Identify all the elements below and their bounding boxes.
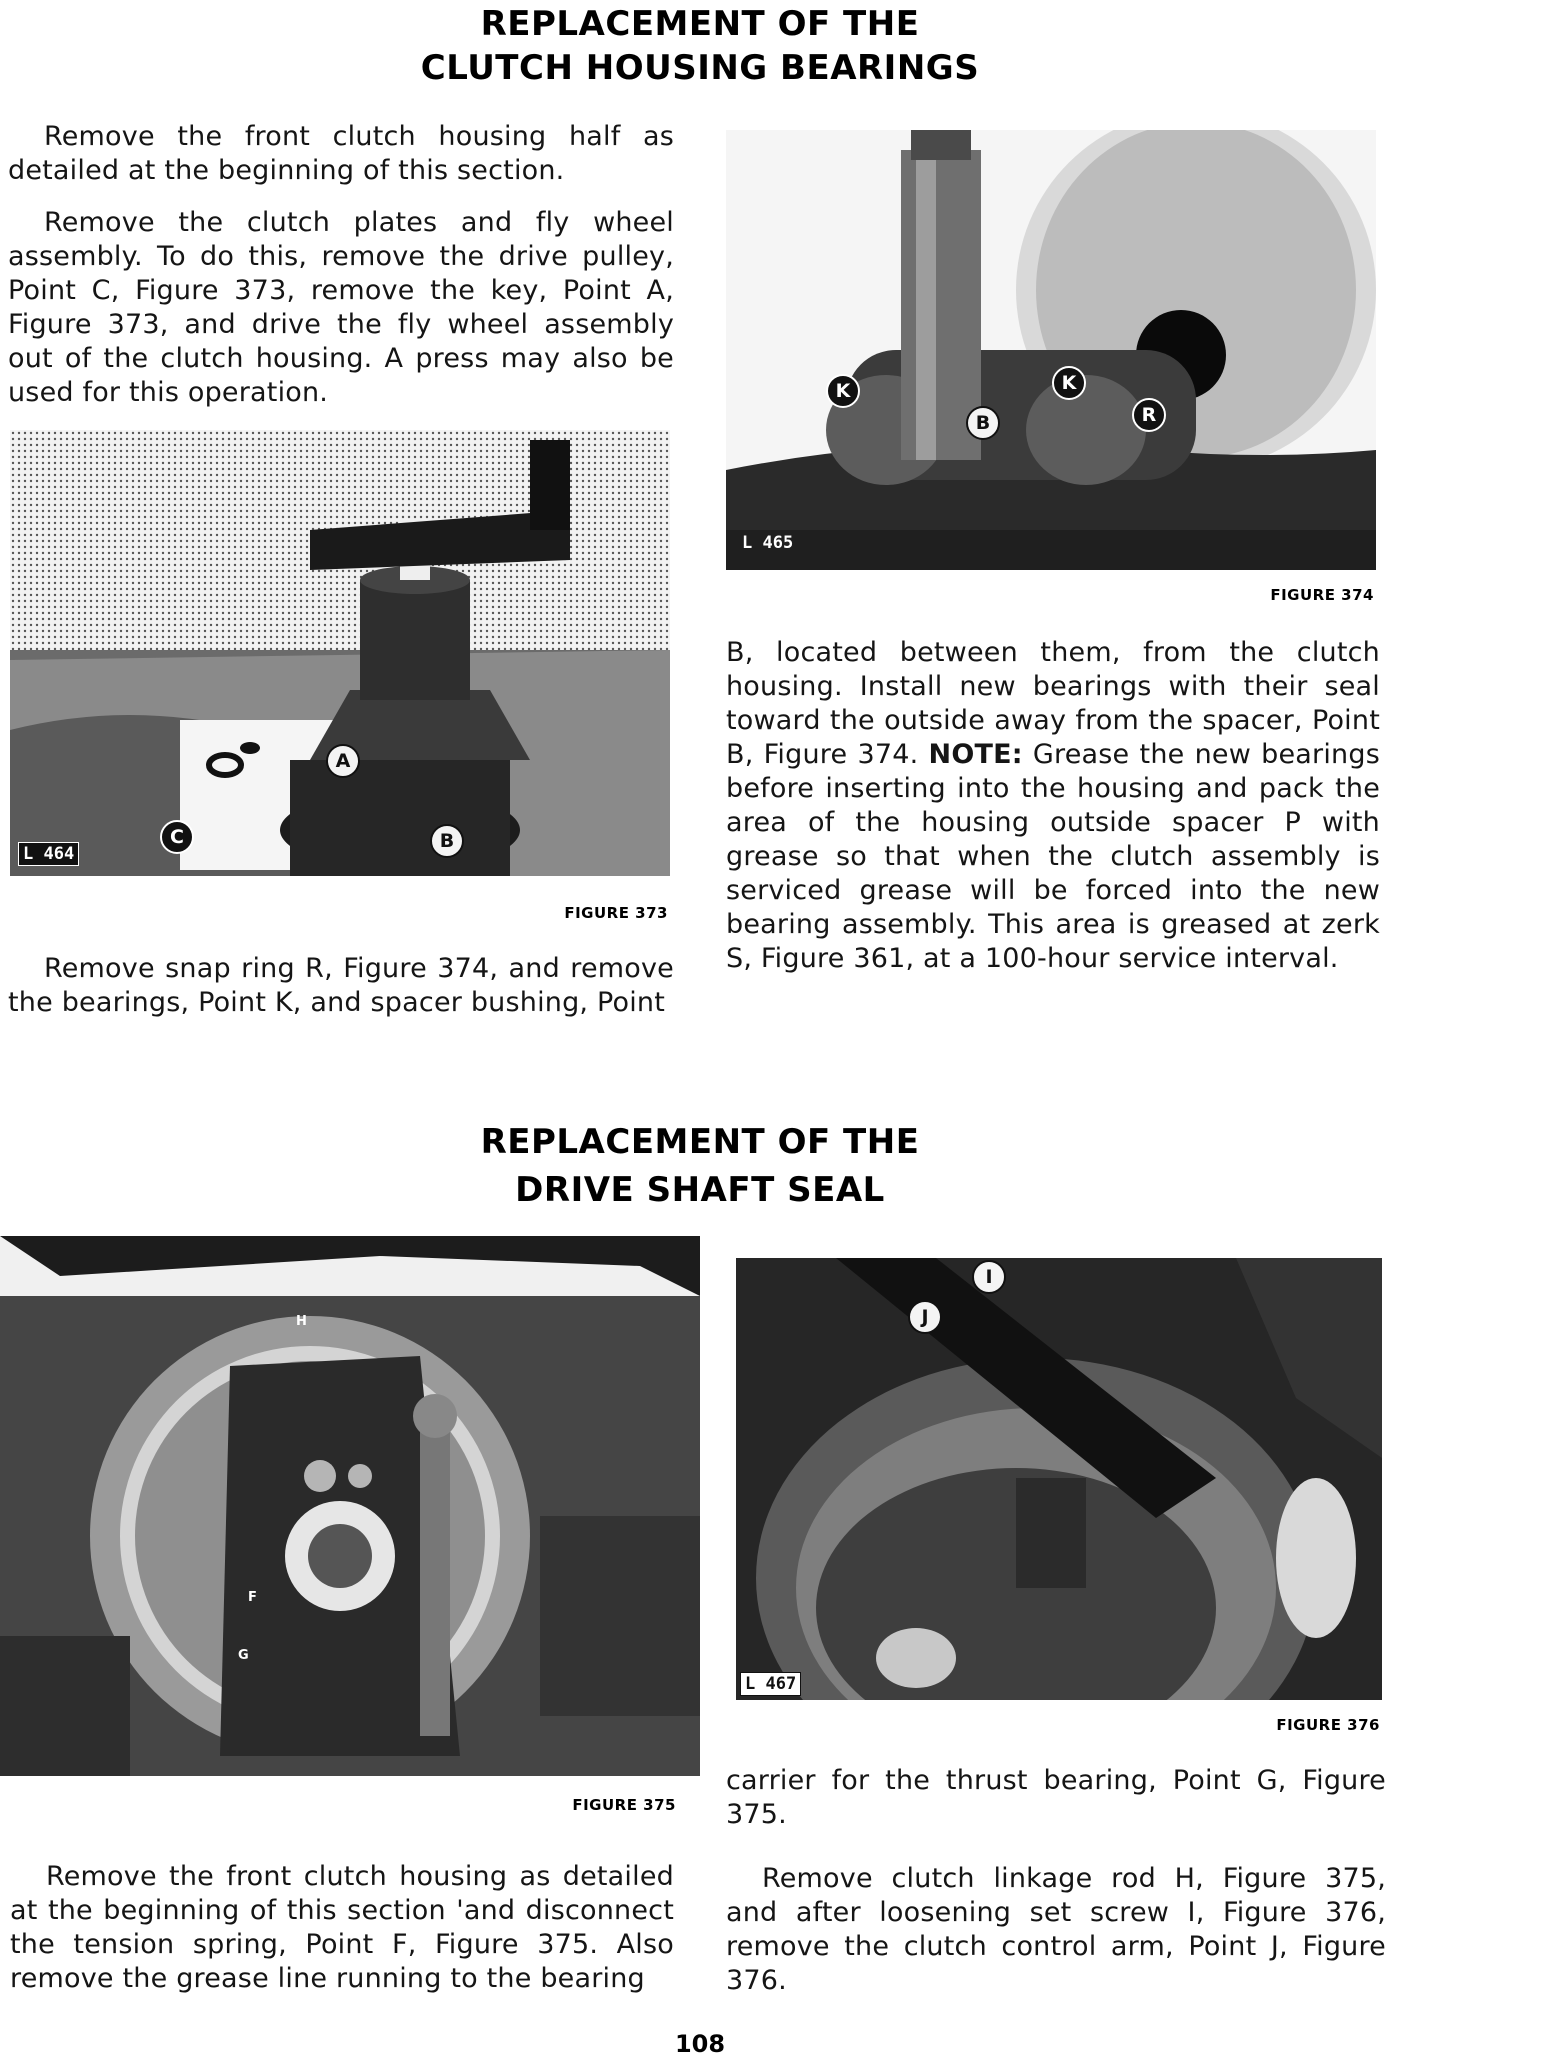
paragraph-install-bearings-part2: Grease the new bearings before inserting into the housing and pack the area of the housing outside spacer P with grease so that when the clutch assembly is serviced grease will be forced into the new bearing assembly. This area is greased at zerk S, Figure 361, at a 100-hour service interval. (726, 739, 1380, 974)
section-heading-clutch-line1: REPLACEMENT OF THE (480, 4, 920, 44)
figure-375-caption: FIGURE 375 (572, 1796, 676, 1814)
figure-375-label-f: F (248, 1590, 257, 1605)
section-heading-drive-shaft-line1: REPLACEMENT OF THE (480, 1122, 920, 1162)
page-number: 108 (674, 2030, 726, 2058)
figure-373-tag: L 464 (18, 842, 79, 866)
figure-373-photo (10, 430, 670, 876)
paragraph-remove-clutch-plates: Remove the clutch plates and fly wheel assembly. To do this, remove the drive pulley, Point C, Figure 373, remove the key, Point A, Figure 373, and drive the fly wheel assembly out of the clutch housing. A press may also be used for this operation. (8, 207, 674, 408)
figure-374-tag: L 465 (742, 533, 794, 553)
figure-374-callout-k-left: K (826, 374, 860, 408)
paragraph-remove-housing-half: Remove the front clutch housing half as detailed at the beginning of this section. (8, 121, 674, 186)
figure-375-drawing (0, 1236, 700, 1776)
figure-374-caption: FIGURE 374 (1270, 586, 1374, 604)
paragraph-install-bearings-part1: B, located between them, from the clutch housing. Install new bearings with their seal toward the outside away from the spacer, Point B, Figure 374. (726, 637, 1380, 770)
figure-375-label-g: G (238, 1648, 249, 1663)
figure-373-drawing (10, 430, 670, 876)
figure-375-label-h: H (296, 1314, 307, 1329)
figure-374-callout-r: R (1132, 398, 1166, 432)
section-heading-drive-shaft-line2: DRIVE SHAFT SEAL (515, 1170, 885, 1210)
paragraph-install-bearings (726, 636, 1380, 976)
figure-376-photo (736, 1258, 1382, 1700)
note-label: NOTE: (928, 739, 1023, 770)
figure-374-drawing (726, 130, 1376, 570)
figure-375-photo (0, 1236, 700, 1776)
figure-373-callout-c: C (160, 820, 194, 854)
figure-374-photo (726, 130, 1376, 570)
paragraph-remove-snap-ring: Remove snap ring R, Figure 374, and remove the bearings, Point K, and spacer bushing, Point (8, 953, 674, 1018)
paragraph-remove-linkage: Remove clutch linkage rod H, Figure 375, and after loosening set screw I, Figure 376, remove the clutch control arm, Point J, Figure 376. (726, 1863, 1386, 1996)
figure-373-caption: FIGURE 373 (564, 904, 668, 922)
paragraph-thrust-bearing: carrier for the thrust bearing, Point G, Figure 375. (726, 1765, 1386, 1830)
figure-376-tag: L 467 (740, 1672, 801, 1696)
figure-373-callout-a: A (326, 744, 360, 778)
paragraph-remove-front-housing: Remove the front clutch housing as detailed at the beginning of this section 'and disconnect the tension spring, Point F, Figure 375. Also remove the grease line running to the bearing (10, 1861, 674, 1994)
figure-374-callout-k-right: K (1052, 366, 1086, 400)
figure-373-callout-b: B (430, 824, 464, 858)
figure-376-callout-j: J (908, 1300, 942, 1334)
section-heading-clutch-line2: CLUTCH HOUSING BEARINGS (420, 48, 980, 88)
figure-376-callout-i: I (972, 1260, 1006, 1294)
figure-374-callout-b: B (966, 406, 1000, 440)
figure-376-caption: FIGURE 376 (1276, 1716, 1380, 1734)
figure-376-drawing (736, 1258, 1382, 1700)
